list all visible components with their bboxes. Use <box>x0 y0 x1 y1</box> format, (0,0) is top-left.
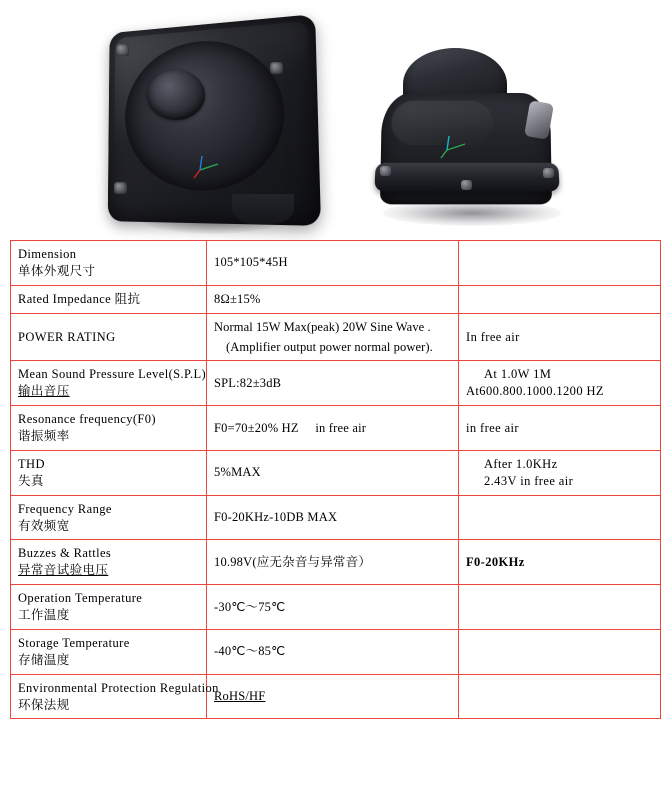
table-row <box>11 540 661 585</box>
row-value-storage-temperature: -40℃～85℃ <box>207 629 459 674</box>
table-row <box>11 450 661 495</box>
row-note-resonance-frequency: in free air <box>459 406 661 451</box>
row-note-thd: After 1.0KHz 2.43V in free air <box>459 450 661 495</box>
row-value-mean-spl: SPL:82±3dB <box>207 361 459 406</box>
table-row <box>11 495 661 540</box>
mounting-screw-icon <box>114 182 127 194</box>
row-note-environmental-protection <box>459 674 661 719</box>
row-label-operation-temperature: Operation Temperature 工作温度 <box>11 585 207 630</box>
table-row <box>11 241 661 286</box>
mounting-screw-icon <box>116 44 129 56</box>
table-row <box>11 406 661 451</box>
row-value-environmental-protection: RoHS/HF <box>207 674 459 719</box>
row-label-frequency-range: Frequency Range 有效频宽 <box>11 495 207 540</box>
product-image-area <box>0 0 670 240</box>
row-label-buzzes-rattles: Buzzes & Rattles 异常音试验电压 <box>11 540 207 585</box>
row-note-frequency-range <box>459 495 661 540</box>
row-value-thd: 5%MAX <box>207 450 459 495</box>
speaker-magnet <box>232 194 294 224</box>
specification-table <box>10 240 661 719</box>
speaker-dust-cap <box>147 70 205 120</box>
row-value-operation-temperature: -30℃～75℃ <box>207 585 459 630</box>
mounting-tab-icon <box>461 180 472 190</box>
row-note-buzzes-rattles: F0-20KHz <box>459 540 661 585</box>
table-row <box>11 313 661 361</box>
row-value-power-rating: Normal 15W Max(peak) 20W Sine Wave . (Amplifier output power normal power). <box>207 313 459 361</box>
specification-table-wrapper <box>10 240 660 719</box>
mounting-tab-icon <box>380 166 391 176</box>
row-value-rated-impedance: 8Ω±15% <box>207 285 459 313</box>
3d-axis-indicator-icon <box>190 154 220 180</box>
table-row <box>11 585 661 630</box>
mounting-screw-icon <box>270 62 283 74</box>
row-label-storage-temperature: Storage Temperature 存储温度 <box>11 629 207 674</box>
table-row <box>11 629 661 674</box>
row-note-storage-temperature <box>459 629 661 674</box>
row-value-frequency-range: F0-20KHz-10DB MAX <box>207 495 459 540</box>
row-note-power-rating: In free air <box>459 313 661 361</box>
speaker-front-view-image <box>92 14 322 239</box>
row-value-buzzes-rattles: 10.98V(应无杂音与异常音） <box>207 540 459 585</box>
speaker-side-view-image <box>375 40 580 235</box>
row-label-power-rating: POWER RATING <box>11 313 207 361</box>
row-note-rated-impedance <box>459 285 661 313</box>
row-label-environmental-protection: Environmental Protection Regulation 环保法规 <box>11 674 207 719</box>
row-label-resonance-frequency: Resonance frequency(F0) 谐振频率 <box>11 406 207 451</box>
row-note-dimension <box>459 241 661 286</box>
table-row <box>11 674 661 719</box>
table-row <box>11 285 661 313</box>
row-value-dimension: 105*105*45H <box>207 241 459 286</box>
row-label-dimension: Dimension 单体外观尺寸 <box>11 241 207 286</box>
table-row <box>11 361 661 406</box>
row-label-mean-spl: Mean Sound Pressure Level(S.P.L) 输出音压 <box>11 361 207 406</box>
row-value-resonance-frequency: F0=70±20% HZ in free air <box>207 406 459 451</box>
mounting-tab-icon <box>543 168 554 178</box>
row-label-thd: THD 失真 <box>11 450 207 495</box>
row-note-operation-temperature <box>459 585 661 630</box>
row-note-mean-spl: At 1.0W 1M At600.800.1000.1200 HZ <box>459 361 661 406</box>
row-label-rated-impedance: Rated Impedance 阻抗 <box>11 285 207 313</box>
3d-axis-indicator-icon <box>437 134 467 160</box>
